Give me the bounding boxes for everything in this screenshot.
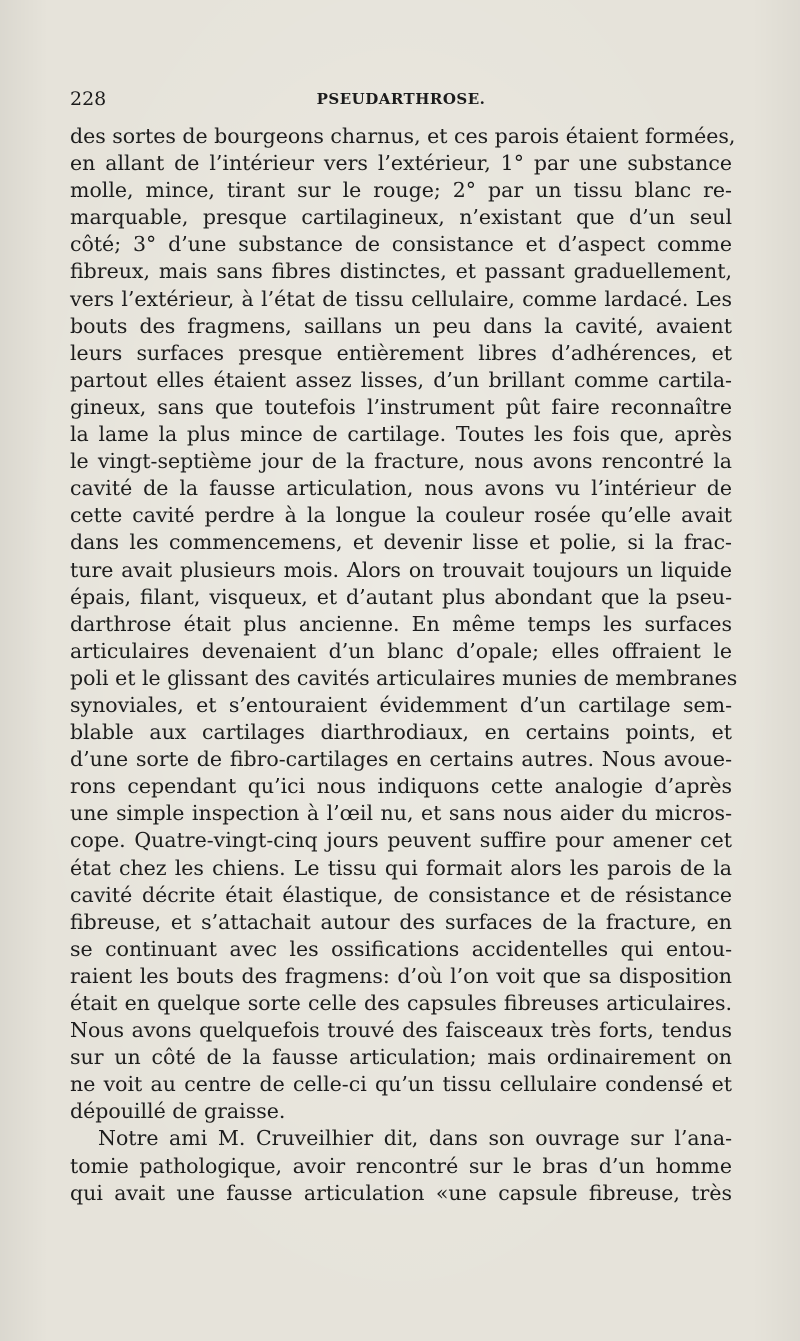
text-line: épais, filant, visqueux, et d’autant plus abondant que la pseu- <box>70 584 732 609</box>
page-number: 228 <box>70 88 107 110</box>
text-line: fibreux, mais sans fibres distinctes, et passant graduellement, <box>70 259 732 284</box>
text-line: sur un côté de la fausse articulation; mais ordinairement on <box>70 1045 732 1070</box>
text-line: raient les bouts des fragmens: d’où l’on voit que sa disposition <box>70 963 732 988</box>
text-line: le vingt-septième jour de la fracture, nous avons rencontré la <box>70 449 732 474</box>
text-line: Nous avons quelquefois trouvé des faisceaux très forts, tendus <box>70 1018 732 1043</box>
text-line: poli et le glissant des cavités articulaires munies de membranes <box>70 665 738 690</box>
text-line: vers l’extérieur, à l’état de tissu cellulaire, comme lardacé. Les <box>70 286 732 311</box>
paragraph <box>70 1125 732 1206</box>
text-line: en allant de l’intérieur vers l’extérieur, 1° par une substance <box>70 151 732 176</box>
body-text <box>70 123 738 1207</box>
text-line: fibreuse, et s’attachait autour des surfaces de la fracture, en <box>70 909 732 934</box>
text-line: molle, mince, tirant sur le rouge; 2° par un tissu blanc re- <box>70 178 732 203</box>
text-line: darthrose était plus ancienne. En même temps les surfaces <box>70 611 732 636</box>
text-line: tomie pathologique, avoir rencontré sur le bras d’un homme <box>70 1153 732 1178</box>
text-line: dans les commencemens, et devenir lisse et polie, si la frac- <box>70 530 732 555</box>
text-line: état chez les chiens. Le tissu qui formait alors les parois de la <box>70 855 732 880</box>
text-line: cavité de la fausse articulation, nous avons vu l’intérieur de <box>70 476 732 501</box>
text-line: articulaires devenaient d’un blanc d’opale; elles offraient le <box>70 638 732 663</box>
text-line: cette cavité perdre à la longue la couleur rosée qu’elle avait <box>70 503 732 528</box>
text-line: était en quelque sorte celle des capsules fibreuses articulaires. <box>70 991 732 1015</box>
text-line: côté; 3° d’une substance de consistance et d’aspect comme <box>70 232 732 257</box>
text-line: marquable, presque cartilagineux, n’existant que d’un seul <box>70 205 732 230</box>
text-line: ture avait plusieurs mois. Alors on trouvait toujours un liquide <box>70 557 732 582</box>
running-title: PSEUDARTHROSE. <box>316 90 486 108</box>
text-line: ne voit au centre de celle-ci qu’un tissu cellulaire condensé et <box>70 1072 732 1097</box>
text-line: une simple inspection à l’œil nu, et sans nous aider du micros- <box>70 801 732 826</box>
text-line: partout elles étaient assez lisses, d’un brillant comme cartila- <box>70 367 732 392</box>
page-header <box>70 88 732 116</box>
text-line: la lame la plus mince de cartilage. Toutes les fois que, après <box>70 422 732 447</box>
text-line: synoviales, et s’entouraient évidemment d’un cartilage sem- <box>70 692 732 717</box>
text-line: d’une sorte de fibro-cartilages en certains autres. Nous avoue- <box>70 747 732 772</box>
text-line: bouts des fragmens, saillans un peu dans la cavité, avaient <box>70 313 732 338</box>
text-line: cavité décrite était élastique, de consistance et de résistance <box>70 882 732 907</box>
text-line: gineux, sans que toutefois l’instrument pût faire reconnaître <box>70 394 732 419</box>
text-line: leurs surfaces presque entièrement libres d’adhérences, et <box>70 340 732 365</box>
text-line: dépouillé de graisse. <box>70 1099 286 1124</box>
text-line: des sortes de bourgeons charnus, et ces parois étaient formées, <box>70 124 736 148</box>
text-line: rons cependant qu’ici nous indiquons cette analogie d’après <box>70 774 732 799</box>
text-line: blable aux cartilages diarthrodiaux, en certains points, et <box>70 720 732 745</box>
text-line: se continuant avec les ossifications accidentelles qui entou- <box>70 936 732 961</box>
text-line: Notre ami M. Cruveilhier dit, dans son ouvrage sur l’ana- <box>98 1126 732 1151</box>
text-line: qui avait une fausse articulation «une capsule fibreuse, très <box>70 1180 732 1205</box>
text-line: cope. Quatre-vingt-cinq jours peuvent suffire pour amener cet <box>70 828 732 853</box>
paragraph <box>70 123 738 1125</box>
